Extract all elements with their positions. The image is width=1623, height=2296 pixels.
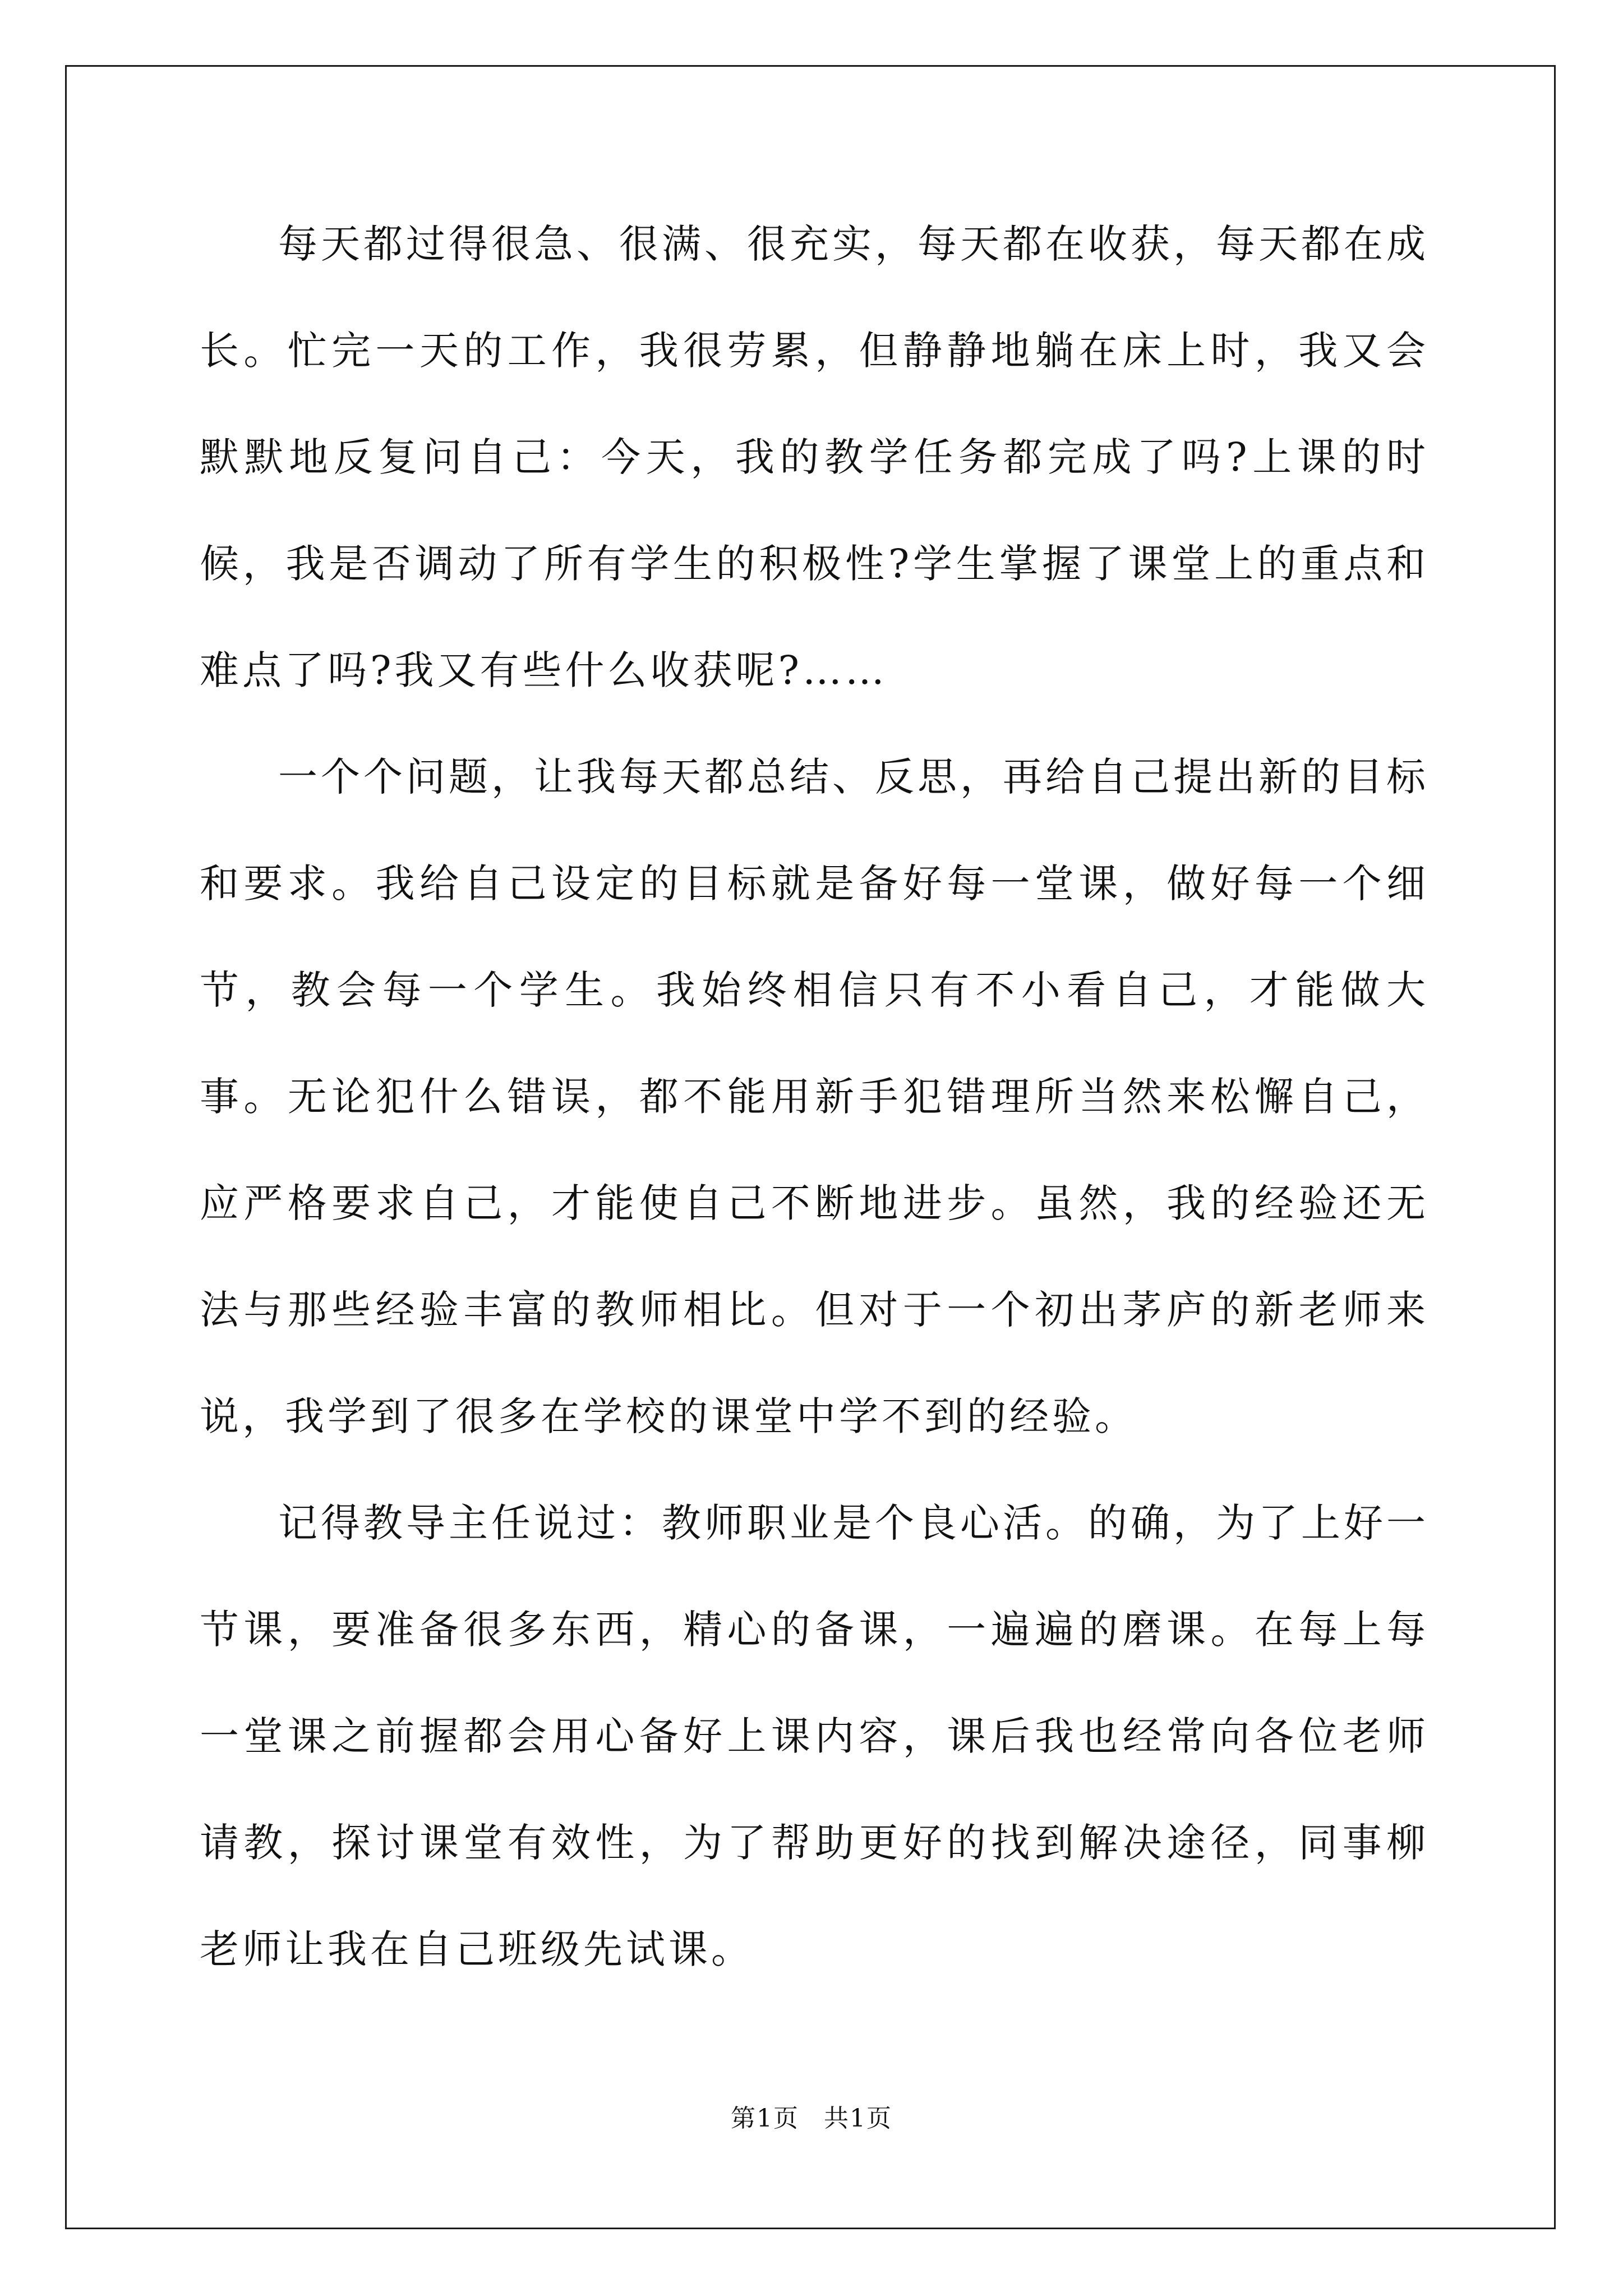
paragraph-2: 一个个问题，让我每天都总结、反思，再给自己提出新的目标和要求。我给自己设定的目标就是备好每一堂课，做好每一个细节，教会每一个学生。我始终相信只有不小看自己，才能做大事。无论犯什么错误，都不能用新手犯错理所当然来松懈自己，应严格要求自己，才能使自己不断地进步。虽然，我的经验还无法与那些经验丰富的教师相比。但对于一个初出茅庐的新老师来说，我学到了很多在学校的课堂中学不到的经验。 [200, 754, 1429, 1439]
paragraph-1: 每天都过得很急、很满、很充实，每天都在收获，每天都在成长。忙完一天的工作，我很劳累，但静静地躺在床上时，我又会默默地反复问自己：今天，我的教学任务都完成了吗?上课的时候，我是否调动了所有学生的积极性?学生掌握了课堂上的重点和难点了吗?我又有些什么收获呢?…… [200, 221, 1429, 693]
page-number-current: 第1页 [731, 2104, 799, 2133]
page-number-total: 共1页 [824, 2104, 892, 2133]
paragraph-3: 记得教导主任说过：教师职业是个良心活。的确，为了上好一节课，要准备很多东西，精心的备课，一遍遍的磨课。在每上每一堂课之前握都会用心备好上课内容，课后我也经常向各位老师请教，探讨课堂有效性，为了帮助更好的找到解决途径，同事柳老师让我在自己班级先试课。 [200, 1500, 1429, 1972]
document-body [200, 191, 1429, 2003]
page-footer [0, 2098, 1623, 2134]
